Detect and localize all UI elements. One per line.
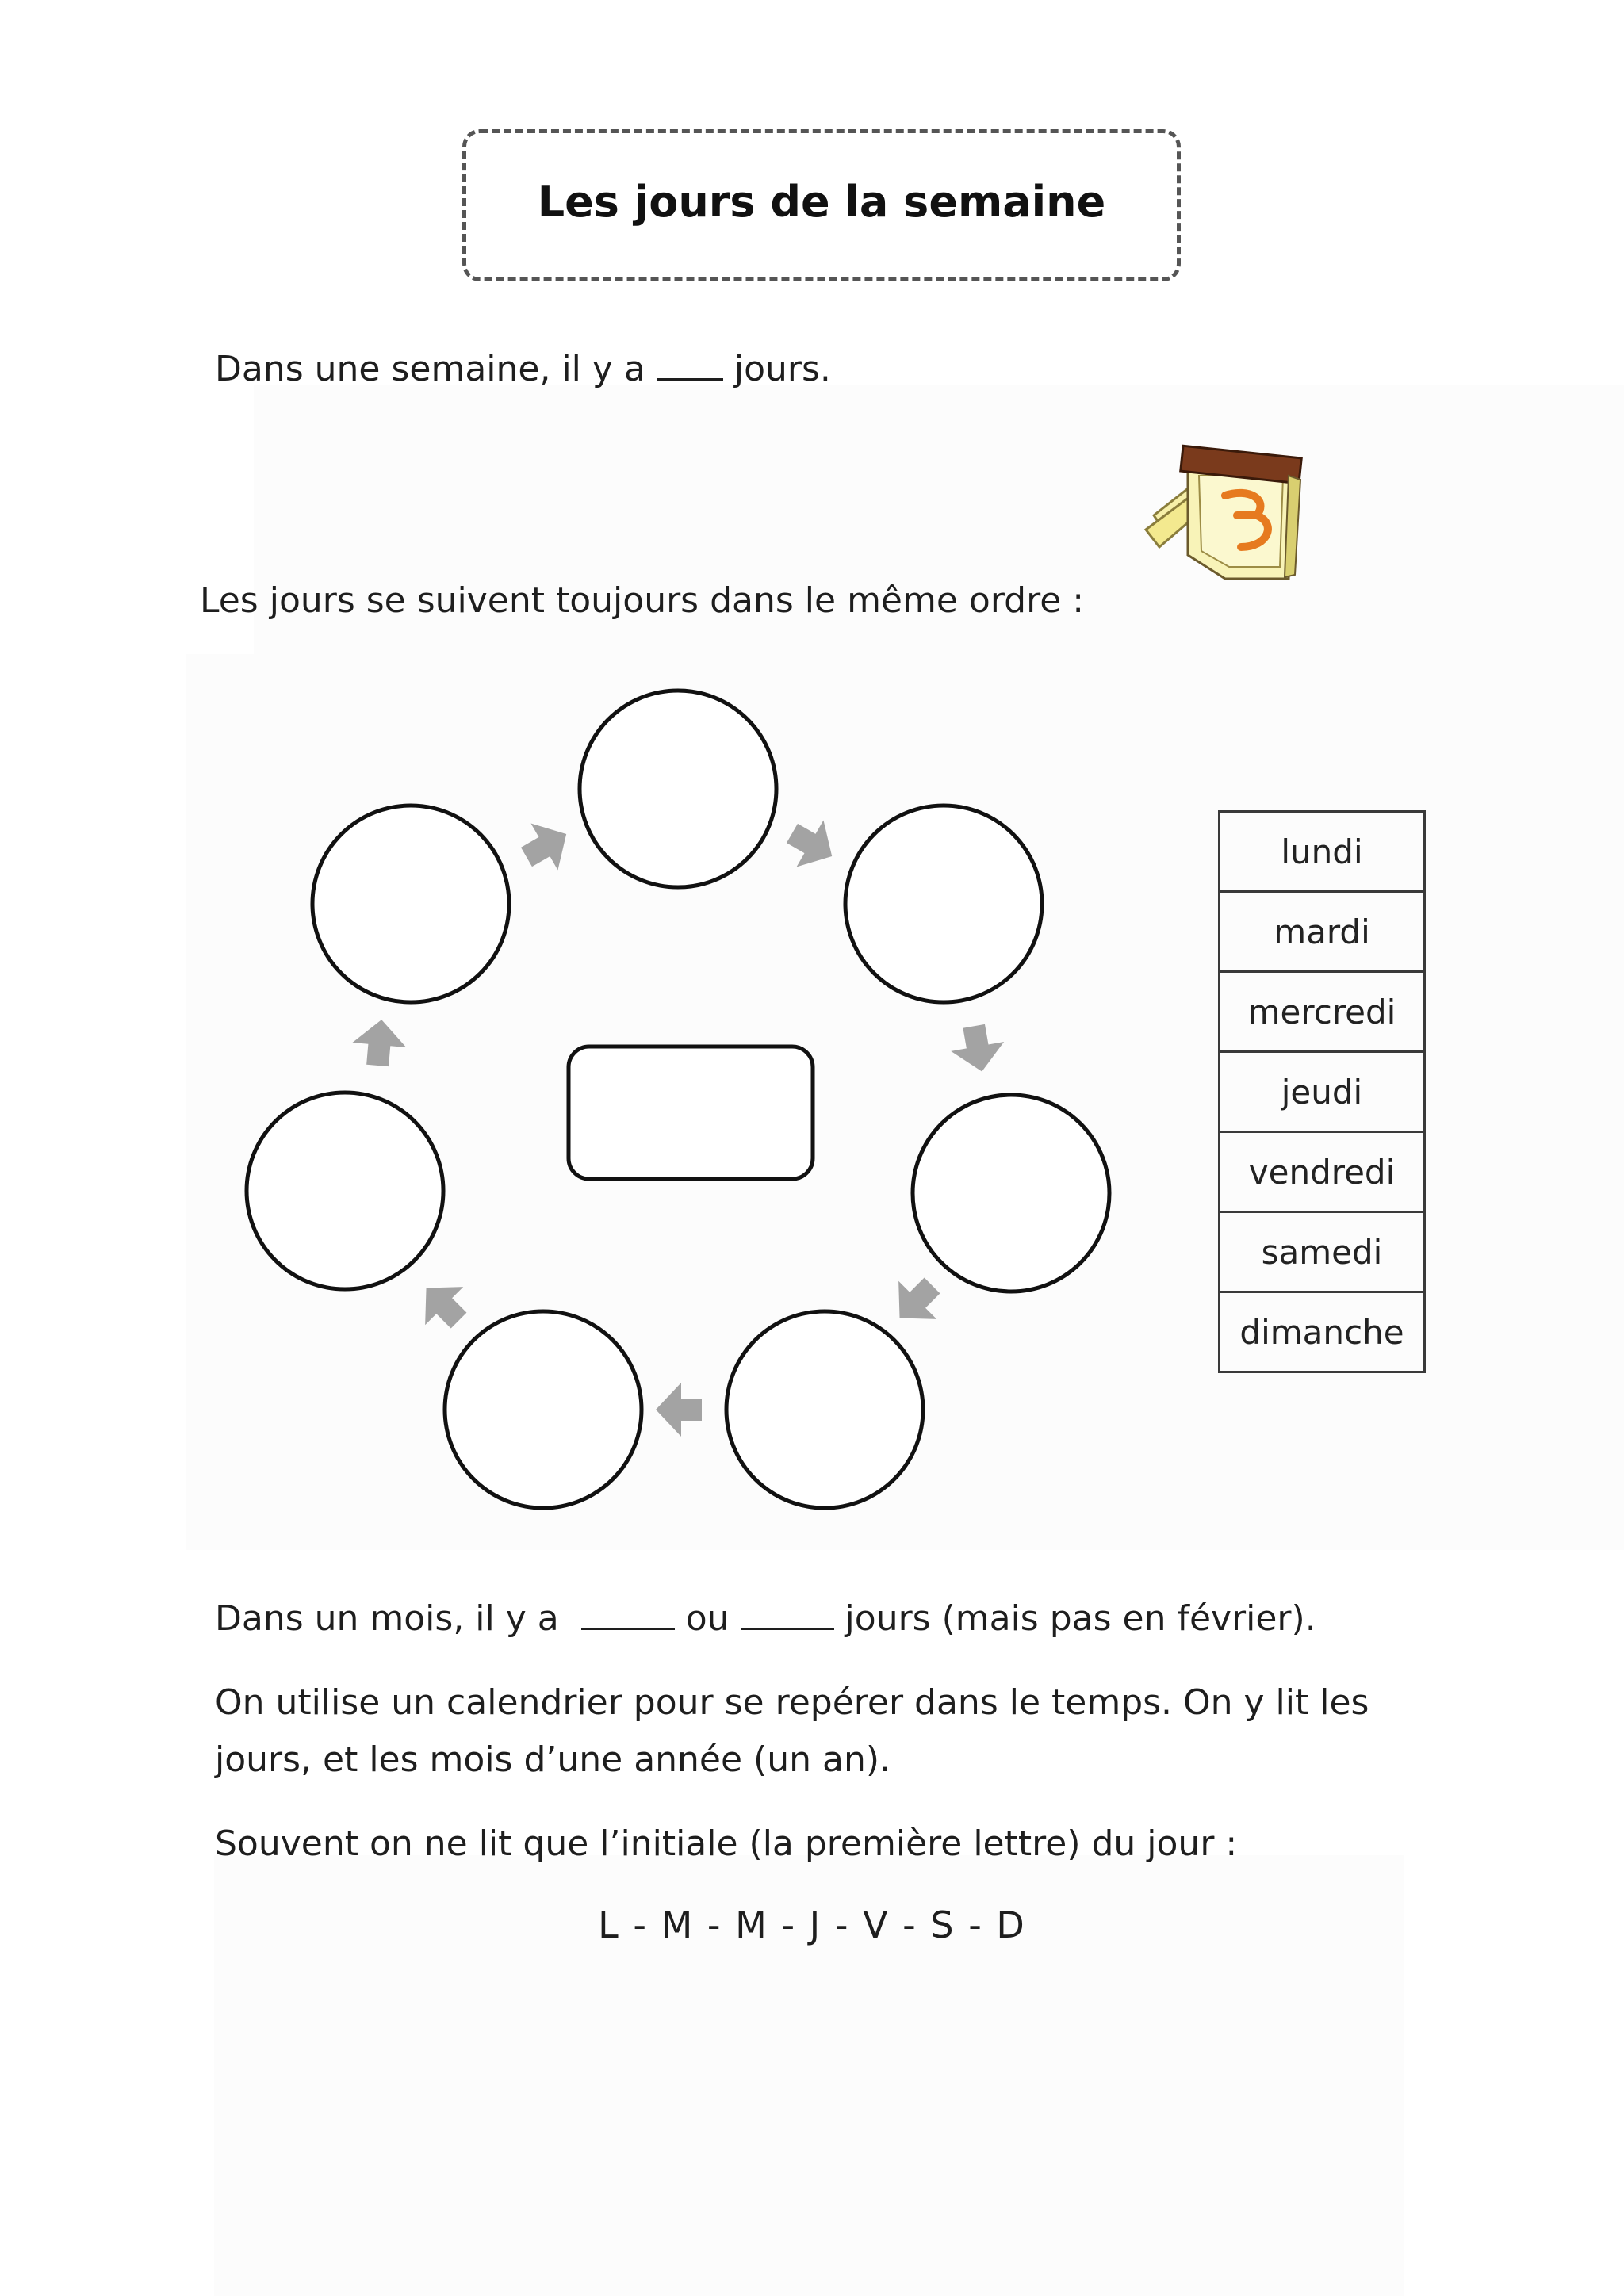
day-cell-mardi[interactable]: mardi xyxy=(1220,892,1425,972)
day-circle[interactable] xyxy=(580,691,776,887)
cycle-arrow-icon xyxy=(881,1266,952,1337)
cycle-arrow-icon xyxy=(350,1017,408,1068)
day-cell-dimanche[interactable]: dimanche xyxy=(1220,1292,1425,1372)
calendar-paragraph-line-2: jours, et les mois d’une année (un an). xyxy=(215,1739,891,1780)
order-sentence: Les jours se suivent toujours dans le même ordre : xyxy=(200,580,1085,621)
day-cell-jeudi[interactable]: jeudi xyxy=(1220,1052,1425,1132)
cycle-arrow-icon xyxy=(656,1383,702,1437)
day-cell-lundi[interactable]: lundi xyxy=(1220,812,1425,892)
day-cell-vendredi[interactable]: vendredi xyxy=(1220,1132,1425,1212)
day-circle[interactable] xyxy=(913,1095,1109,1292)
page-title: Les jours de la semaine xyxy=(537,177,1106,227)
month-sentence xyxy=(215,1595,1316,1643)
cycle-arrow-icon xyxy=(948,1021,1009,1076)
tear-off-calendar-icon xyxy=(1146,446,1301,579)
cycle-arrow-icon xyxy=(513,811,580,881)
intro-text-after: jours. xyxy=(733,349,831,389)
day-circle[interactable] xyxy=(445,1311,642,1508)
day-initials: L - M - M - J - V - S - D xyxy=(598,1904,1026,1946)
center-box[interactable] xyxy=(569,1047,813,1179)
day-circle[interactable] xyxy=(247,1093,443,1289)
days-table xyxy=(1218,810,1426,1373)
day-circle[interactable] xyxy=(845,806,1042,1002)
month-text-after: jours (mais pas en février). xyxy=(845,1598,1316,1639)
month-text-middle: ou xyxy=(685,1598,730,1639)
month-days-blank-2[interactable] xyxy=(741,1601,834,1630)
day-circle[interactable] xyxy=(726,1311,923,1508)
cycle-arrow-icon xyxy=(779,810,845,880)
intro-text-before: Dans une semaine, il y a xyxy=(215,349,645,389)
day-cell-mercredi[interactable]: mercredi xyxy=(1220,972,1425,1052)
month-text-before: Dans un mois, il y a xyxy=(215,1598,559,1639)
calendar-paragraph-line-1: On utilise un calendrier pour se repérer dans le temps. On y lit les xyxy=(215,1682,1369,1723)
day-circle[interactable] xyxy=(312,806,509,1002)
day-cell-samedi[interactable]: samedi xyxy=(1220,1212,1425,1292)
month-days-blank-1[interactable] xyxy=(581,1601,675,1630)
initials-sentence: Souvent on ne lit que l’initiale (la première lettre) du jour : xyxy=(215,1823,1238,1864)
cycle-arrow-icon xyxy=(408,1269,478,1340)
